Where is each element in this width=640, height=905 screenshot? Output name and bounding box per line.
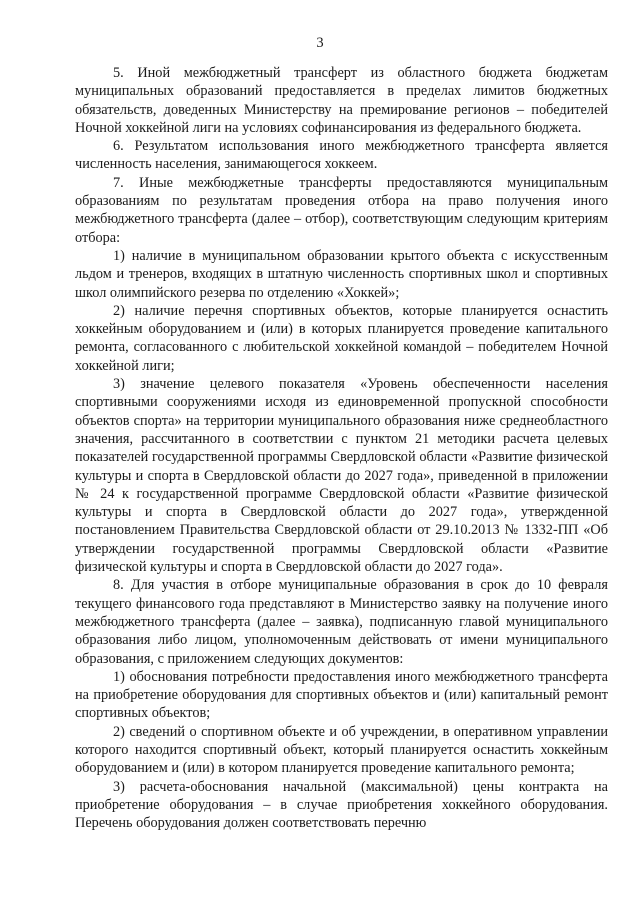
paragraph-6: 6. Результатом использования иного межбюджетного трансферта является численность населения, занимающегося хоккеем.	[75, 138, 608, 173]
paragraph-8: 8. Для участия в отборе муниципальные образования в срок до 10 февраля текущего финансового года представляют в Министерство заявку на получение иного межбюджетного трансферта (далее – заявка), подписанную главой муниципального образования либо лицом, уполномоченным действовать от имени муниципального образования, с приложением следующих документов:	[75, 577, 608, 667]
document-item-1: 1) обоснования потребности предоставления иного межбюджетного трансферта на приобретение оборудования для спортивных объектов и (или) капитальный ремонт спортивных объектов;	[75, 668, 608, 722]
document-body	[75, 64, 608, 832]
document-item-3: 3) расчета-обоснования начальной (максимальной) цены контракта на приобретение оборудования – в случае приобретения хоккейного оборудования. Перечень оборудования должен соответствовать перечню	[75, 778, 608, 832]
criterion-1: 1) наличие в муниципальном образовании крытого объекта с искусственным льдом и тренеров, входящих в штатную численность спортивных школ и спортивных школ олимпийского резерва по отделению «Хоккей»;	[75, 247, 608, 301]
criterion-3: 3) значение целевого показателя «Уровень обеспеченности населения спортивными сооружениями исходя из единовременной пропускной способности объектов спорта» на территории муниципального образования ниже среднеобластного значения, рассчитанного в соответствии с пунктом 21 методики расчета целевых показателей государственной программы Свердловской области «Развитие физической культуры и спорта в Свердловской области до 2027 года», приведенной в приложении № 24 к государственной программе Свердловской области «Развитие физической культуры и спорта в Свердловской области до 2027 года», утвержденной постановлением Правительства Свердловской области от 29.10.2013 № 1332-ПП «Об утверждении государственной программы Свердловской области «Развитие физической культуры и спорта в Свердловской области до 2027 года».	[75, 376, 608, 576]
page-number: 3	[316, 35, 324, 51]
paragraph-5: 5. Иной межбюджетный трансферт из областного бюджета бюджетам муниципальных образований предоставляется в пределах лимитов бюджетных обязательств, доведенных Министерству на премирование регионов – победителей Ночной хоккейной лиги на условиях софинансирования из федерального бюджета.	[75, 65, 608, 136]
document-item-2: 2) сведений о спортивном объекте и об учреждении, в оперативном управлении которого находится спортивный объект, который планируется оснастить хоккейным оборудованием и (или) в котором планируется проведение капитального ремонта;	[75, 723, 608, 777]
paragraph-7: 7. Иные межбюджетные трансферты предоставляются муниципальным образованиям по результатам проведения отбора на право получения иного межбюджетного трансферта (далее – отбор), соответствующим следующим критериям отбора:	[75, 174, 608, 246]
criterion-2: 2) наличие перечня спортивных объектов, которые планируется оснастить хоккейным оборудованием и (или) в которых планируется проведение капитального ремонта, согласованного с любительской хоккейной командой – победителем Ночной хоккейной лиги;	[75, 302, 608, 374]
